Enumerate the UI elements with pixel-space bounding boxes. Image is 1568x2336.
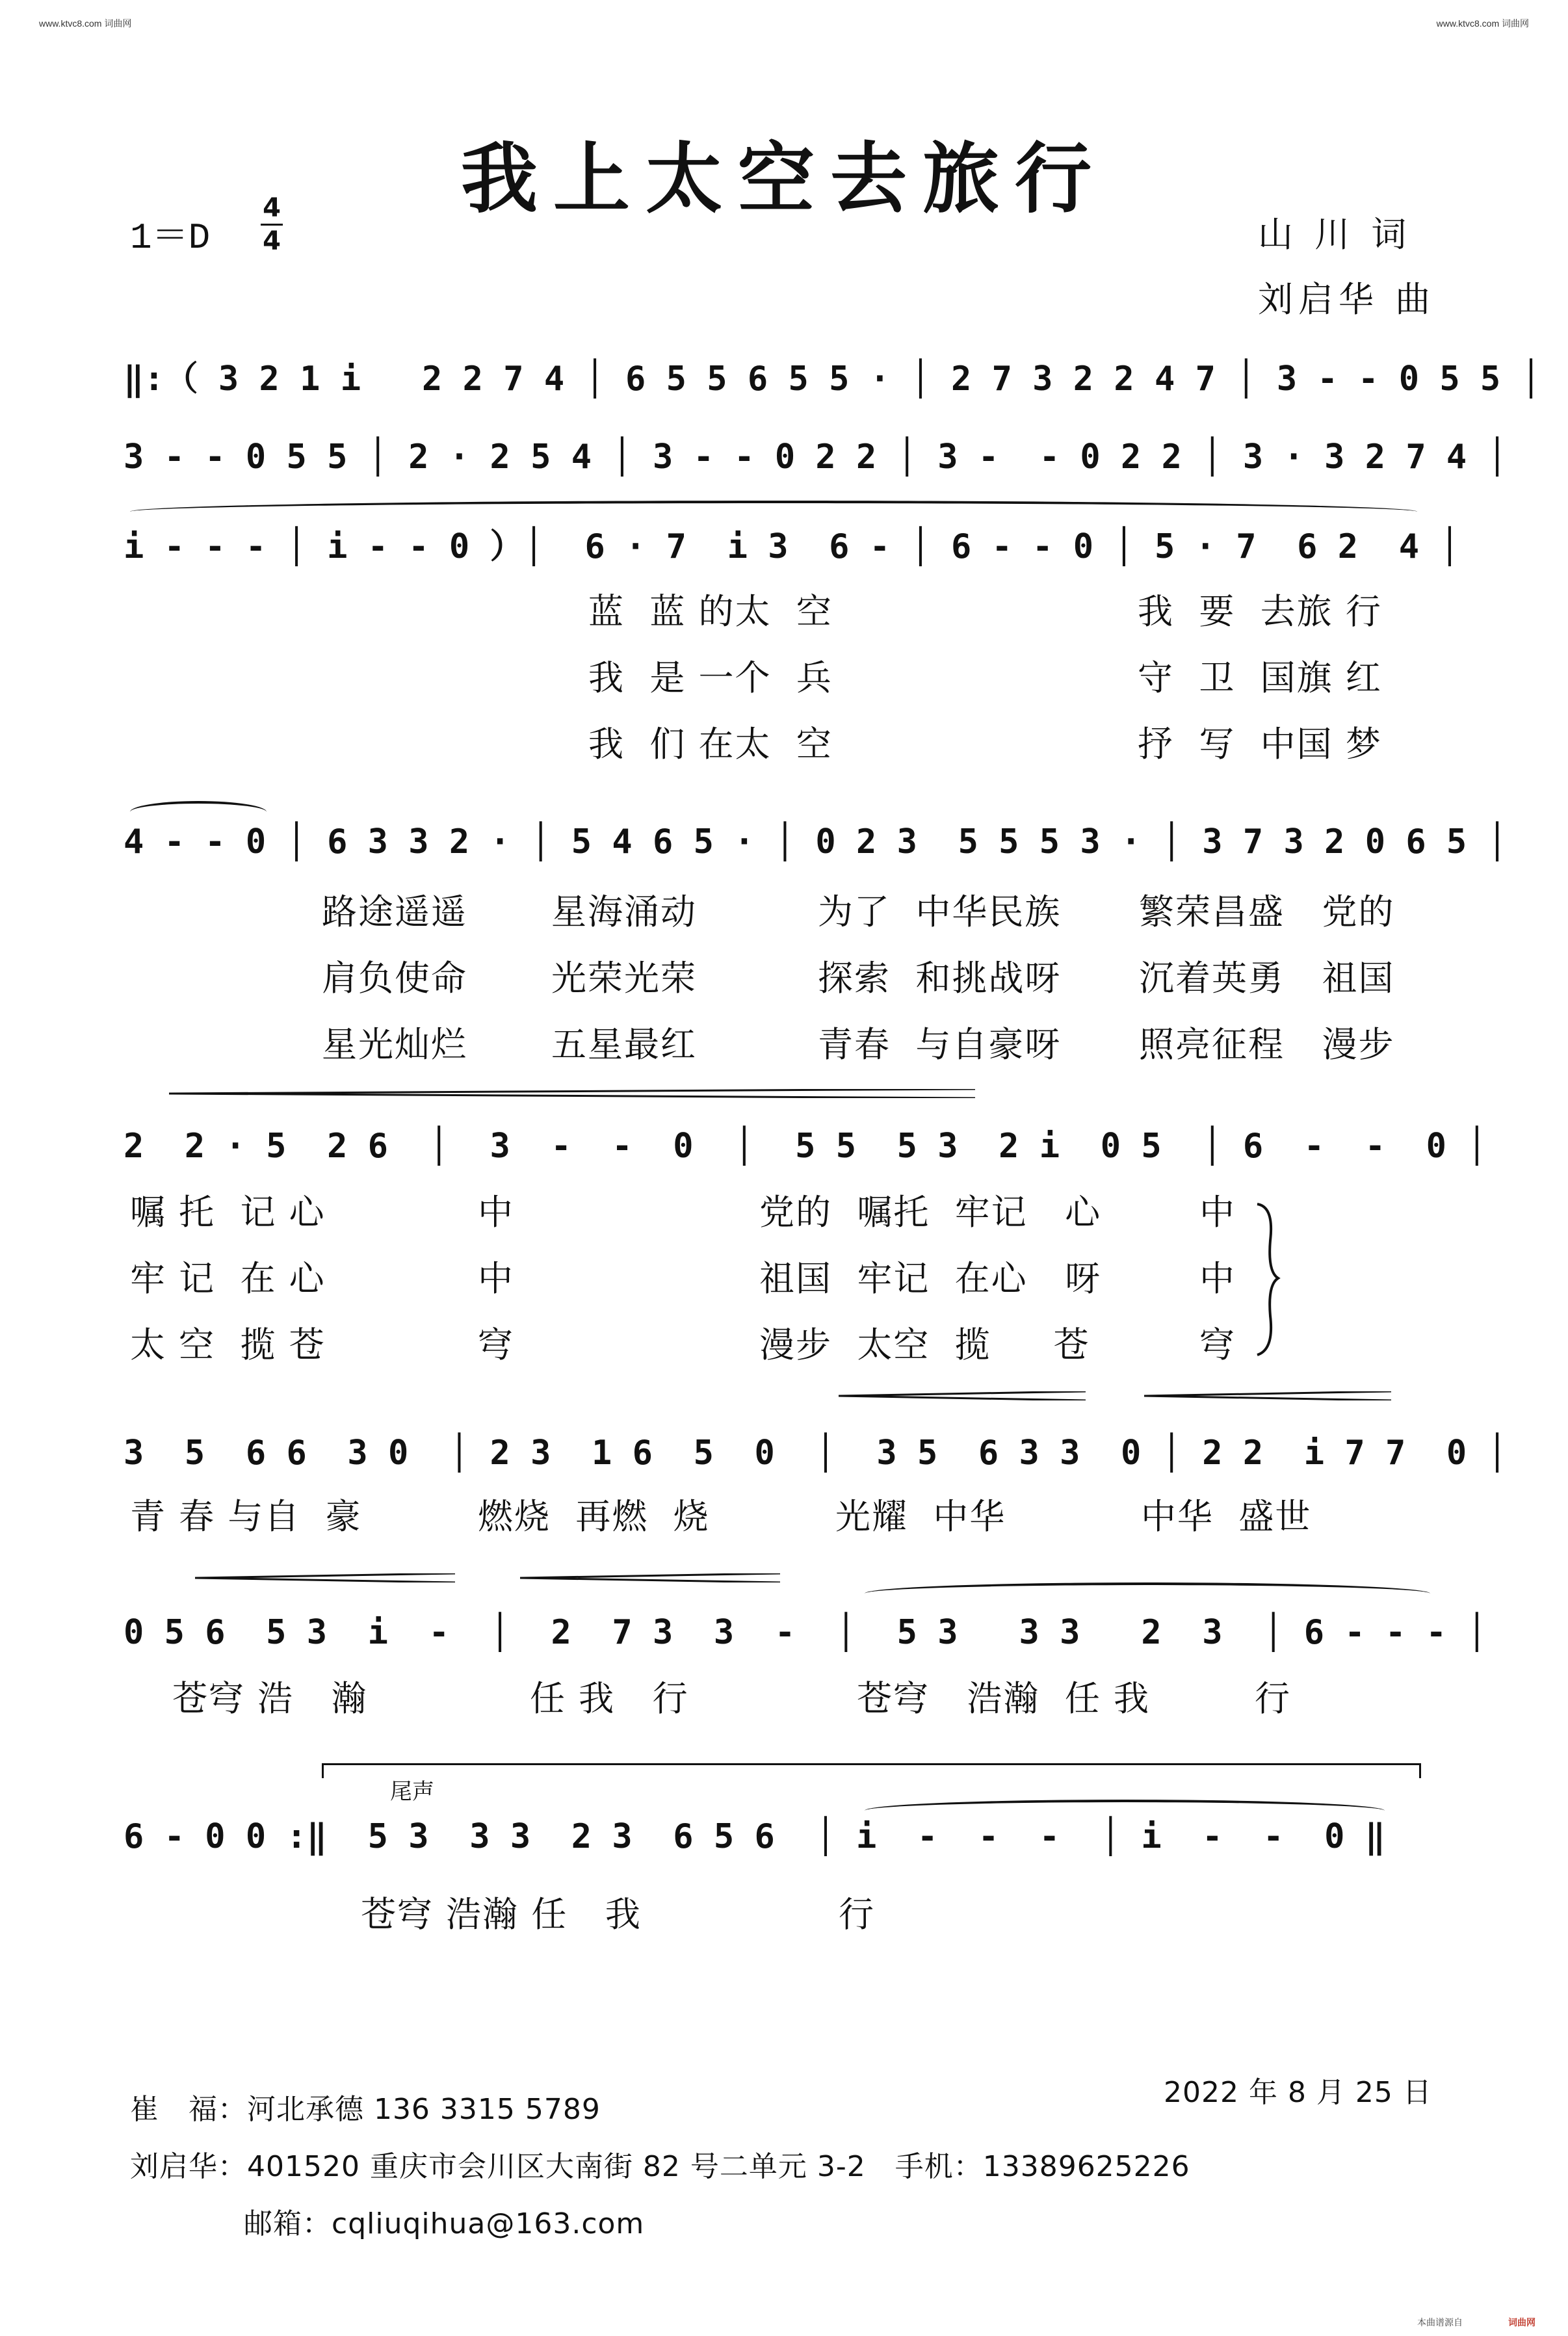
crescendo-mark: [169, 1089, 975, 1098]
time-signature: [259, 194, 285, 256]
lyric-v2-b: 中: [478, 1258, 514, 1299]
notes-text: i - - - │ i - - 0 ）│ 6 · 7 i 3 6 - │ 6 - - 0 │ 5 · 7 6 2 4 │: [124, 527, 1460, 566]
contact-email: 邮箱：cqliuqihua@163.com: [244, 2207, 645, 2240]
lyric-v2-a: 肩负使命: [322, 958, 467, 999]
date-text: 2022 年 8 月 25 日: [1164, 2076, 1432, 2109]
lyric-v1-d: 繁荣昌盛 党的: [1139, 891, 1395, 932]
lyric-v3-a: 太 空 揽 苍: [130, 1324, 326, 1365]
lyric-b: 任 我 行: [530, 1678, 689, 1719]
lyric-v2-b: 守 卫 国旗 红: [1138, 657, 1382, 698]
coda-bracket: [322, 1763, 1421, 1778]
coda-label: 尾声: [390, 1779, 434, 1805]
music-system-4: [124, 806, 1508, 878]
notes-text: 6 - 0 0 :‖ 5 3 3 3 2 3 6 5 6 │ i - - - │ i - - 0 ‖: [124, 1817, 1386, 1856]
lyric-v1-a: 蓝 蓝 的太 空: [588, 591, 833, 632]
notes-text: ‖:（ 3 2 1 i 2 2 7 4 │ 6 5 5 6 5 5 · │ 2 7 3 2 2 4 7 │ 3 - - 0 5 5 │: [124, 359, 1541, 399]
brand-source-text: 本曲谱源自: [1417, 2318, 1463, 2328]
lyric-v1-a: 嘱 托 记 心: [130, 1192, 326, 1233]
lyric-v3-c: 青春 与自豪呀: [818, 1024, 1062, 1065]
notes-text: 3 - - 0 5 5 │ 2 · 2 5 4 │ 3 - - 0 2 2 │ 3 - - 0 2 2 │ 3 · 3 2 7 4 │: [124, 438, 1508, 477]
lyric-v2-d: 中: [1199, 1258, 1236, 1299]
lyric-d: 行: [1255, 1678, 1291, 1719]
crescendo-mark: [839, 1391, 1086, 1400]
lyric-v1-c: 为了 中华民族: [818, 891, 1062, 932]
song-title: 我上太空去旅行: [460, 133, 1107, 224]
side-watermark-right: [1552, 26, 1564, 2310]
lyric-v1-b: 我 要 去旅 行: [1138, 591, 1382, 632]
crescendo-mark: [195, 1573, 455, 1582]
lyric-v2-a: 我 是 一个 兵: [588, 657, 833, 698]
notes-text: 2 2 · 5 2 6 │ 3 - - 0 │ 5 5 5 3 2 i 0 5 │ 6 - - 0 │: [124, 1127, 1487, 1166]
lyric-v2-b: 光荣光荣: [551, 958, 697, 999]
brand-logo-text: 词曲网: [1508, 2318, 1535, 2328]
lyric-v2-a: 牢 记 在 心: [130, 1258, 326, 1299]
lyricist-credit: 山 川 词: [1258, 214, 1412, 255]
music-system-5: [124, 1110, 1487, 1182]
lyric-a: 苍穹 浩 瀚: [172, 1678, 368, 1719]
lyric-c: 苍穹 浩瀚 任 我: [857, 1678, 1150, 1719]
verse-brace: [1255, 1201, 1281, 1358]
notes-text: 3 5 6 6 3 0 │ 2 3 1 6 5 0 │ 3 5 6 3 3 0 │ 2 2 i 7 7 0 │: [124, 1434, 1508, 1473]
site-mark-right: www.ktvc8.com 词曲网: [1436, 18, 1529, 29]
lyric-v3-c: 漫步 太空 揽 苍: [759, 1324, 1090, 1365]
notes-text: 0 5 6 5 3 i - │ 2 7 3 3 - │ 5 3 3 3 2 3 │ 6 - - - │: [124, 1613, 1487, 1652]
lyric-a: 青 春 与自 豪: [130, 1496, 362, 1537]
crescendo-mark: [1144, 1391, 1391, 1400]
crescendo-mark: [520, 1573, 780, 1582]
lyric-v1-a: 路途遥遥: [322, 891, 467, 932]
music-system-8: [124, 1801, 1450, 1872]
lyric-v3-d: 照亮征程 漫步: [1139, 1024, 1395, 1065]
lyric-a: 苍穹 浩瀚 任 我: [361, 1894, 642, 1935]
time-bottom: 4: [263, 226, 281, 256]
lyric-v1-d: 中: [1199, 1192, 1236, 1233]
lyric-b: 燃烧 再燃 烧: [478, 1496, 710, 1537]
lyric-c: 光耀 中华: [835, 1496, 1006, 1537]
music-system-3: [124, 507, 1460, 579]
lyric-b: 行: [839, 1894, 875, 1935]
lyric-v1-b: 中: [478, 1192, 514, 1233]
lyric-v2-c: 祖国 牢记 在心 呀: [759, 1258, 1102, 1299]
music-system-6: [124, 1417, 1508, 1489]
contact-line-1: 崔 福：河北承德 136 3315 5789: [130, 2093, 601, 2126]
lyric-v3-b: 抒 写 中国 梦: [1138, 724, 1382, 765]
music-system-7: [124, 1597, 1487, 1668]
site-mark-left: www.ktvc8.com 词曲网: [39, 18, 132, 29]
lyric-v3-b: 穹: [478, 1324, 514, 1365]
key-signature: 1＝D: [130, 217, 211, 259]
music-system-2: [124, 421, 1508, 493]
lyric-v1-b: 星海涌动: [551, 891, 697, 932]
lyric-v3-a: 星光灿烂: [322, 1024, 467, 1065]
lyric-v2-c: 探索 和挑战呀: [818, 958, 1062, 999]
lyric-v1-c: 党的 嘱托 牢记 心: [759, 1192, 1102, 1233]
music-system-1: [124, 339, 1541, 411]
time-top: 4: [263, 193, 281, 223]
lyric-v2-d: 沉着英勇 祖国: [1139, 958, 1395, 999]
lyric-v3-a: 我 们 在太 空: [588, 724, 833, 765]
side-watermark-left: [4, 26, 16, 2310]
lyric-d: 中华 盛世: [1141, 1496, 1312, 1537]
composer-credit: 刘启华 曲: [1258, 279, 1436, 320]
lyric-v3-d: 穹: [1199, 1324, 1236, 1365]
notes-text: 4 - - 0 │ 6 3 3 2 · │ 5 4 6 5 · │ 0 2 3 5 5 5 3 · │ 3 7 3 2 0 6 5 │: [124, 822, 1508, 861]
lyric-v3-b: 五星最红: [551, 1024, 697, 1065]
contact-line-2: 刘启华：401520 重庆市会川区大南街 82 号二单元 3-2 手机：13389625226: [130, 2150, 1190, 2183]
